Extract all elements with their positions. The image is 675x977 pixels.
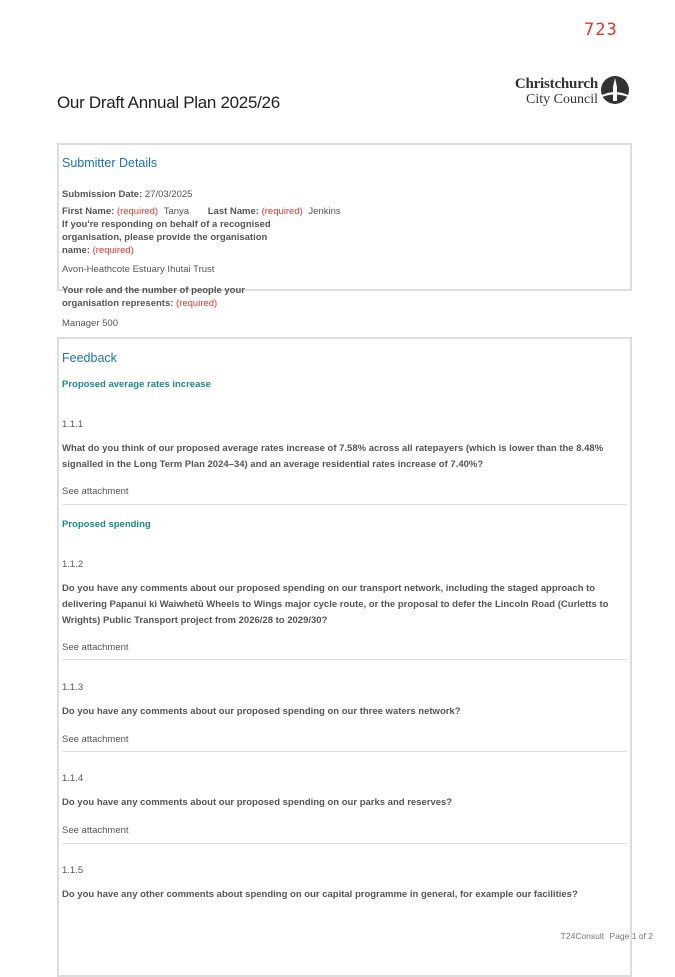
page-footer [561, 931, 653, 941]
question-number: 1.1.1 [62, 419, 84, 430]
first-name-label: First Name: [62, 206, 115, 217]
group-title-spending: Proposed spending [62, 519, 151, 530]
footer-source: T24Consult [560, 931, 605, 941]
last-name-required: (required) [261, 206, 303, 217]
first-name-value: Tanya [163, 206, 190, 217]
organisation-required: (required) [92, 245, 134, 256]
question-text: What do you think of our proposed average rates increase of 7.58% across all ratepayers (which is lower than the 8.48% signalled in the Long Term Plan 2024–34) and an average residential rates increase of 7.40%? [62, 443, 604, 470]
first-name-required: (required) [116, 206, 159, 217]
name-row [62, 205, 341, 218]
submitter-details-heading: Submitter Details [62, 156, 158, 170]
organisation-label: If you're responding on behalf of a recognised organisation, please provide the organisation name: [62, 219, 271, 256]
logo-line-2: City Council [526, 92, 598, 107]
document-title: Our Draft Annual Plan 2025/26 [57, 93, 280, 112]
question-number: 1.1.2 [62, 559, 84, 570]
answer-text: See attachment [62, 486, 129, 497]
question-text: Do you have any comments about our proposed spending on our three waters network? [62, 706, 461, 717]
cathedral-icon [600, 75, 630, 107]
council-logo [500, 75, 630, 111]
question-text: Do you have any other comments about spending on our capital programme in general, for example our facilities? [62, 889, 578, 900]
divider [62, 504, 627, 505]
question-text: Do you have any comments about our proposed spending on our parks and reserves? [62, 797, 453, 808]
role-label: Your role and the number of people your organisation represents: [62, 285, 245, 309]
organisation-question [62, 218, 292, 257]
last-name-label: Last Name: [207, 206, 259, 217]
submission-date-value: 27/03/2025 [144, 189, 193, 200]
divider [62, 751, 627, 752]
footer-page: Page 1 of 2 [609, 931, 653, 941]
answer-text: See attachment [62, 734, 129, 745]
question-number: 1.1.5 [62, 865, 84, 876]
answer-text: See attachment [62, 642, 129, 653]
question-text: Do you have any comments about our proposed spending on our transport network, including the staged approach to delivering Papanui ki Waiwhetū Wheels to Wings major cycle route, or the proposal to defer the Lincoln Road (Curletts to Wrights) Public Transport project from 2026/28 to 2029/30? [62, 583, 609, 626]
submission-date-label: Submission Date: [62, 189, 143, 200]
page-stamp: 723 [584, 20, 618, 40]
organisation-name: Avon-Heathcote Estuary Ihutai Trust [62, 264, 215, 275]
divider [62, 659, 627, 660]
answer-text: See attachment [62, 825, 129, 836]
divider [62, 843, 627, 844]
submission-date [62, 188, 192, 201]
logo-line-1: Christchurch [514, 76, 598, 92]
group-title-rates: Proposed average rates increase [62, 379, 211, 390]
question-number: 1.1.3 [62, 682, 84, 693]
feedback-box [57, 337, 632, 977]
feedback-heading: Feedback [62, 351, 117, 365]
question-number: 1.1.4 [62, 773, 84, 784]
last-name-value: Jenkins [308, 206, 341, 217]
role-required: (required) [176, 298, 218, 309]
role-question [62, 284, 272, 310]
role-value: Manager 500 [62, 318, 118, 329]
